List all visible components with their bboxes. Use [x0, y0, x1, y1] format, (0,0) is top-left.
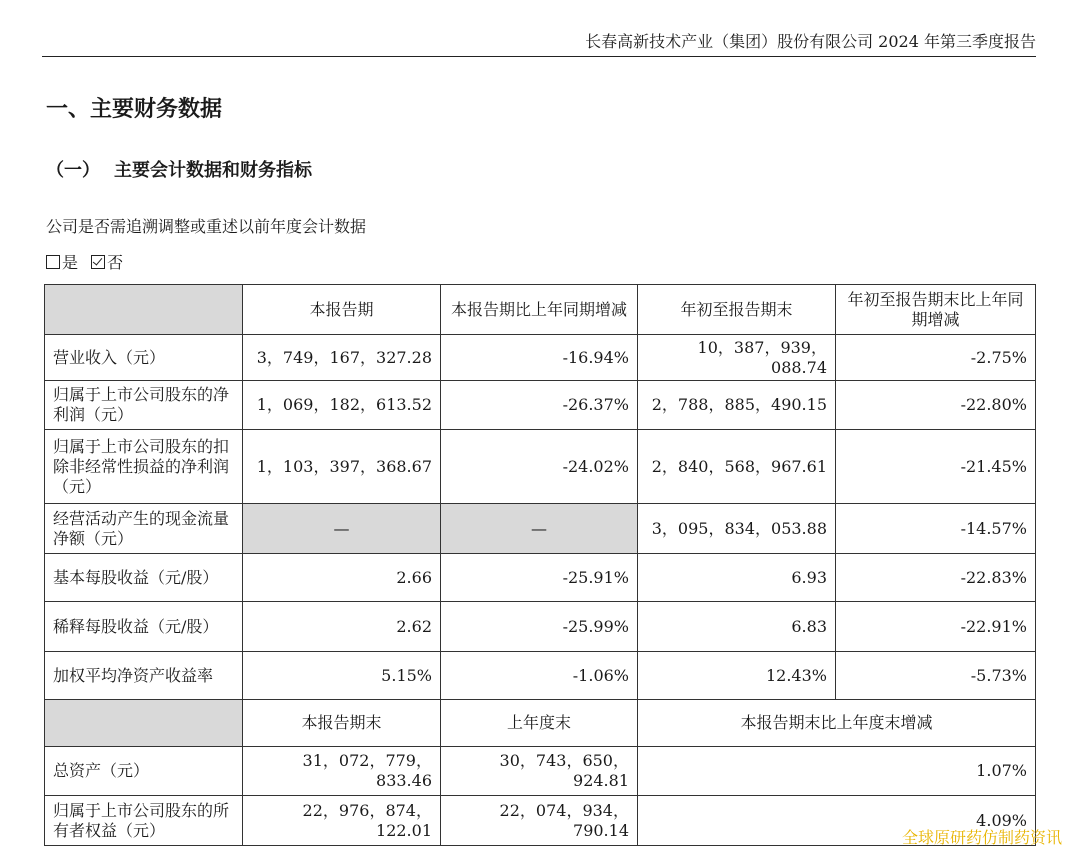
header-cell-empty [45, 700, 243, 747]
checked-box-icon [91, 255, 105, 269]
table-cell: -21.45% [836, 430, 1036, 504]
table-cell: -14.57% [836, 504, 1036, 554]
option-yes [46, 251, 78, 275]
table-cell: -22.91% [836, 602, 1036, 652]
table-cell: 5.15% [243, 652, 441, 700]
header-cell-current-yoy: 本报告期比上年同期增减 [441, 285, 638, 335]
table-row [45, 381, 1036, 430]
row-label: 加权平均净资产收益率 [45, 652, 243, 700]
header-cell-current-period: 本报告期 [243, 285, 441, 335]
table-cell: 4.09% [638, 796, 1036, 846]
table-row [45, 652, 1036, 700]
table-cell: -2.75% [836, 335, 1036, 381]
table-cell: 12.43% [638, 652, 836, 700]
table-cell: 2，840，568，967.61 [638, 430, 836, 504]
table-cell: 6.93 [638, 554, 836, 602]
header-divider [42, 56, 1036, 57]
table-cell: -22.83% [836, 554, 1036, 602]
table-row [45, 554, 1036, 602]
row-label: 归属于上市公司股东的所有者权益（元） [45, 796, 243, 846]
section-heading: 一、主要财务数据 [46, 96, 223, 122]
table-cell: 2.62 [243, 602, 441, 652]
table-cell: 1，103，397，368.67 [243, 430, 441, 504]
table-cell: 6.83 [638, 602, 836, 652]
header-cell-ytd: 年初至报告期末 [638, 285, 836, 335]
option-yes-label: 是 [62, 253, 79, 272]
watermark: 全球原研药仿制药资讯 [901, 828, 1062, 847]
subsection-title: 主要会计数据和财务指标 [114, 160, 312, 181]
table-cell: -24.02% [441, 430, 638, 504]
subsection-number: （一） [46, 160, 100, 181]
table-cell: 22，074，934，790.14 [441, 796, 638, 846]
table-row [45, 504, 1036, 554]
table-cell: 1，069，182，613.52 [243, 381, 441, 430]
table-cell: 3，095，834，053.88 [638, 504, 836, 554]
header-cell-period-end: 本报告期末 [243, 700, 441, 747]
table-cell: 2，788，885，490.15 [638, 381, 836, 430]
table-cell: — [243, 504, 441, 554]
table-cell: 10，387，939，088.74 [638, 335, 836, 381]
header-cell-change: 本报告期末比上年度末增减 [638, 700, 1036, 747]
table-cell: -5.73% [836, 652, 1036, 700]
restatement-question: 公司是否需追溯调整或重述以前年度会计数据 [46, 217, 367, 236]
row-label: 基本每股收益（元/股） [45, 554, 243, 602]
table-cell: 31，072，779，833.46 [243, 747, 441, 796]
table-row [45, 335, 1036, 381]
row-label: 归属于上市公司股东的扣除非经常性损益的净利润（元） [45, 430, 243, 504]
report-header-title: 长春高新技术产业（集团）股份有限公司 2024 年第三季度报告 [585, 32, 1036, 51]
table-cell: 22，976，874，122.01 [243, 796, 441, 846]
table-cell: — [441, 504, 638, 554]
table-row [45, 747, 1036, 796]
restatement-options [46, 251, 123, 275]
table-cell: -26.37% [441, 381, 638, 430]
option-no-label: 否 [107, 253, 124, 272]
header-cell-prior-year-end: 上年度末 [441, 700, 638, 747]
table-cell: 3，749，167，327.28 [243, 335, 441, 381]
subsection-heading [46, 156, 312, 186]
row-label: 归属于上市公司股东的净利润（元） [45, 381, 243, 430]
table-cell: -1.06% [441, 652, 638, 700]
header-cell-empty [45, 285, 243, 335]
table-cell: -22.80% [836, 381, 1036, 430]
table-cell: 1.07% [638, 747, 1036, 796]
row-label: 经营活动产生的现金流量净额（元） [45, 504, 243, 554]
table-cell: -16.94% [441, 335, 638, 381]
table-cell: 2.66 [243, 554, 441, 602]
table-row [45, 602, 1036, 652]
table-cell: -25.91% [441, 554, 638, 602]
table-cell: 30，743，650，924.81 [441, 747, 638, 796]
row-label: 营业收入（元） [45, 335, 243, 381]
table2-header-row [45, 700, 1036, 747]
unchecked-box-icon [46, 255, 60, 269]
table-cell: -25.99% [441, 602, 638, 652]
header-cell-ytd-yoy: 年初至报告期末比上年同期增减 [836, 285, 1036, 335]
option-no [91, 251, 123, 275]
table-row [45, 430, 1036, 504]
row-label: 总资产（元） [45, 747, 243, 796]
financial-data-table [44, 284, 1036, 846]
table-row [45, 796, 1036, 846]
row-label: 稀释每股收益（元/股） [45, 602, 243, 652]
table1-header-row [45, 285, 1036, 335]
